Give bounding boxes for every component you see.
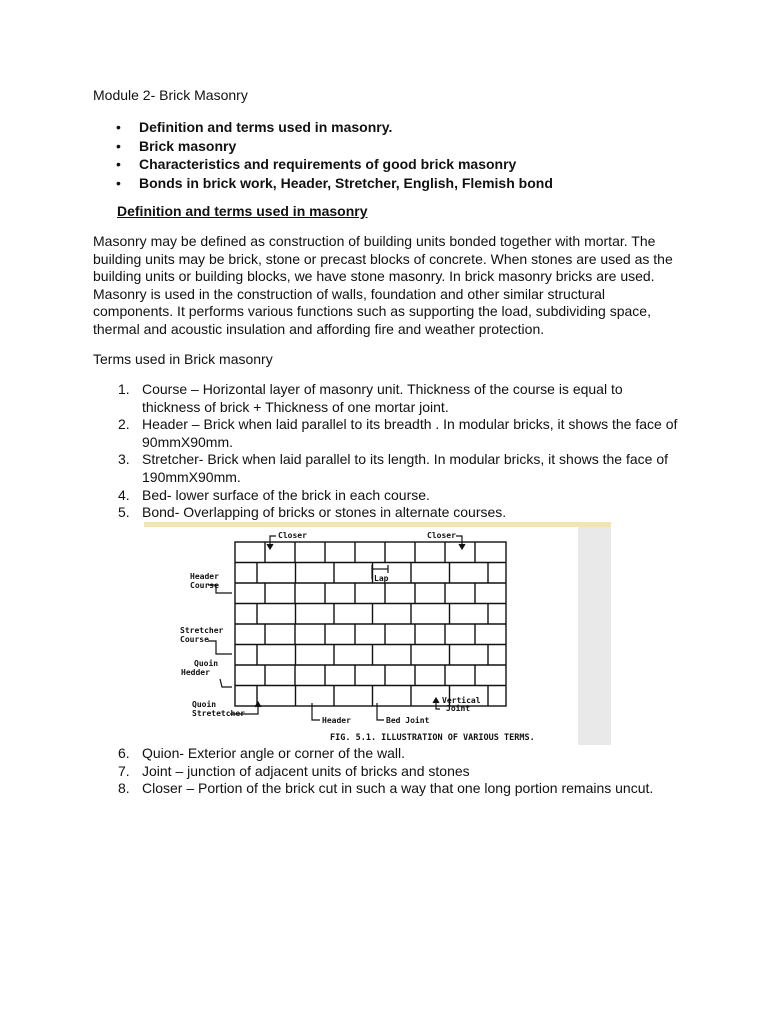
stretcher-course-label-2: Course xyxy=(180,635,209,644)
term-number: 1. xyxy=(118,381,130,397)
figure-caption: FIG. 5.1. ILLUSTRATION OF VARIOUS TERMS. xyxy=(330,733,535,743)
bullet-icon: • xyxy=(116,174,121,191)
arrow-icon xyxy=(433,698,439,703)
term-text: Stretcher- Brick when laid parallel to its length. In modular bricks, it shows the face of 190mmX90mm. xyxy=(142,451,669,485)
bullet-icon: • xyxy=(116,119,121,135)
figure-annotations xyxy=(208,536,465,720)
header-course-label-2: Course xyxy=(190,581,219,590)
terms-heading: Terms used in Brick masonry xyxy=(93,351,273,367)
term-item xyxy=(110,416,680,451)
arrow-icon xyxy=(255,702,261,707)
term-number: 8. xyxy=(118,780,130,797)
topic-item xyxy=(108,174,553,193)
arrow-icon xyxy=(459,544,465,549)
quoin-header-label-2: Hedder xyxy=(181,668,210,677)
header-label: Header xyxy=(322,716,351,725)
term-text: Joint – junction of adjacent units of bricks and stones xyxy=(142,762,470,779)
term-number: 6. xyxy=(118,745,130,761)
figure-side-strip xyxy=(578,527,611,745)
term-item xyxy=(110,381,680,416)
vertical-joint-label-2: Joint xyxy=(446,704,471,713)
brick-wall xyxy=(235,542,506,706)
term-text: Bond- Overlapping of bricks or stones in alternate courses. xyxy=(142,504,507,521)
quoin-header-label-1: Quoin xyxy=(194,659,219,668)
lap-label: Lap xyxy=(374,574,389,583)
term-text: Header – Brick when laid parallel to its breadth . In modular bricks, it shows the face of 90mmX90mm. xyxy=(142,416,678,450)
topic-item xyxy=(108,118,553,137)
topic-text: Characteristics and requirements of good brick masonry xyxy=(139,156,517,172)
term-item xyxy=(110,451,680,486)
definition-paragraph: Masonry may be defined as construction of building units bonded together with mortar. The building units may be brick, stone or precast blocks of concrete. When stones are used as the building units or building blocks, we have stone masonry. In brick masonry bricks are used. Masonry is used in the construction of walls, foundation and other similar structural components. It performs various functions such as supporting the load, subdividing space, thermal and acoustic insulation and affording fire and weather protection. xyxy=(93,233,673,337)
bed-joint-label: Bed Joint xyxy=(386,716,430,725)
topic-text: Bonds in brick work, Header, Stretcher, English, Flemish bond xyxy=(139,174,553,191)
closer-right-label: Closer xyxy=(427,531,456,540)
bullet-icon: • xyxy=(116,137,121,154)
topic-text: Definition and terms used in masonry. xyxy=(139,119,393,135)
topic-item xyxy=(108,137,553,156)
terms-list xyxy=(110,381,680,522)
term-number: 7. xyxy=(118,762,130,779)
stretcher-course-label-1: Stretcher xyxy=(180,626,224,635)
term-number: 5. xyxy=(118,504,130,521)
term-text: Course – Horizontal layer of masonry unit. Thickness of the course is equal to thickness of brick + Thickness of one mortar joint. xyxy=(142,381,623,415)
arrow-icon xyxy=(267,544,273,549)
term-item xyxy=(110,780,680,798)
term-text: Bed- lower surface of the brick in each course. xyxy=(142,486,430,503)
quoin-header-leader xyxy=(220,679,232,687)
topic-text: Brick masonry xyxy=(139,137,237,154)
quoin-stretcher-label-2: Stretetcher xyxy=(192,709,245,718)
term-item xyxy=(110,763,680,781)
quoin-stretcher-label-1: Quoin xyxy=(192,700,217,709)
term-item xyxy=(110,487,680,505)
topic-item xyxy=(108,155,553,174)
module-title: Module 2- Brick Masonry xyxy=(93,87,248,103)
term-number: 2. xyxy=(118,416,130,433)
terms-list-continued xyxy=(110,745,680,798)
closer-left-label: Closer xyxy=(278,531,307,540)
term-text: Closer – Portion of the brick cut in such a way that one long portion remains uncut. xyxy=(142,780,654,797)
stretcher-course-leader xyxy=(208,641,232,654)
brick-wall-diagram xyxy=(144,527,578,745)
topic-list xyxy=(108,118,553,192)
brick-masonry-figure xyxy=(144,522,611,745)
term-text: Quion- Exterior angle or corner of the wall. xyxy=(142,745,406,761)
header-course-label-1: Header xyxy=(190,572,219,581)
term-item xyxy=(110,504,680,522)
bullet-icon: • xyxy=(116,156,121,172)
term-number: 4. xyxy=(118,486,130,503)
term-item xyxy=(110,745,680,763)
term-number: 3. xyxy=(118,451,130,468)
section-heading: Definition and terms used in masonry xyxy=(117,203,368,219)
vertical-joint-label-1: Vertical xyxy=(442,696,481,705)
